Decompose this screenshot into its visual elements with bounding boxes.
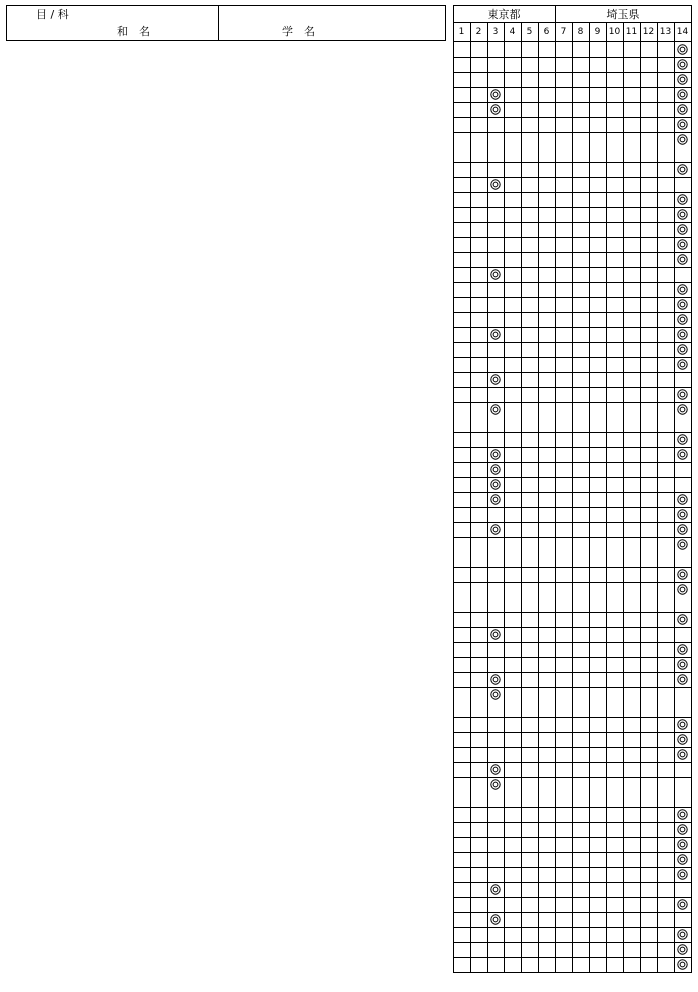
site-column-number: 14 [676,27,689,37]
japanese-name-header: 和 名 [117,25,150,38]
site-column-number: 1 [458,27,465,37]
grid-column-line [640,22,641,973]
site-column-number: 12 [642,27,655,37]
occurrence-mark-icon [677,284,688,295]
occurrence-mark-icon [490,269,501,280]
grid-column-line [606,22,607,973]
occurrence-mark-icon [677,614,688,625]
site-column-number: 2 [475,27,482,37]
occurrence-mark-icon [677,854,688,865]
occurrence-mark-icon [677,539,688,550]
occurrence-mark-icon [677,224,688,235]
site-column-number: 3 [492,27,499,37]
occurrence-mark-icon [490,674,501,685]
occurrence-mark-icon [677,74,688,85]
grid-column-line [538,22,539,973]
site-column-number: 10 [608,27,621,37]
grid-column-line [453,5,454,973]
occurrence-mark-icon [490,629,501,640]
grid-column-line [521,22,522,973]
grid-column-line [657,22,658,973]
occurrence-mark-icon [677,119,688,130]
grid-column-line [470,22,471,973]
grid-column-line [572,22,573,973]
grid-column-line [623,22,624,973]
grid-top-border [453,5,692,6]
occurrence-mark-icon [677,329,688,340]
occurrence-mark-icon [677,389,688,400]
occurrence-mark-icon [677,254,688,265]
occurrence-mark-icon [490,914,501,925]
occurrence-mark-icon [677,134,688,145]
grid-column-line [555,5,556,973]
occurrence-mark-icon [677,89,688,100]
occurrence-mark-icon [677,344,688,355]
occurrence-mark-icon [490,449,501,460]
occurrence-mark-icon [677,314,688,325]
site-column-number: 13 [659,27,672,37]
occurrence-mark-icon [490,479,501,490]
occurrence-mark-icon [677,44,688,55]
occurrence-mark-icon [677,404,688,415]
occurrence-mark-icon [490,524,501,535]
occurrence-mark-icon [490,179,501,190]
occurrence-mark-icon [677,59,688,70]
occurrence-mark-icon [677,749,688,760]
occurrence-mark-icon [677,299,688,310]
occurrence-mark-icon [677,194,688,205]
scientific-name-header: 学 名 [282,25,315,38]
saitama-group-label: 埼玉県 [606,8,640,21]
occurrence-mark-icon [677,164,688,175]
occurrence-mark-icon [677,719,688,730]
site-column-number: 4 [509,27,516,37]
occurrence-mark-icon [677,944,688,955]
occurrence-mark-icon [677,104,688,115]
grid-column-line [504,22,505,973]
occurrence-mark-icon [677,359,688,370]
occurrence-mark-icon [677,509,688,520]
occurrence-mark-icon [677,959,688,970]
occurrence-mark-icon [677,569,688,580]
site-column-number: 8 [577,27,584,37]
occurrence-mark-icon [677,929,688,940]
occurrence-mark-icon [677,524,688,535]
occurrence-mark-icon [677,734,688,745]
occurrence-mark-icon [490,779,501,790]
occurrence-mark-icon [490,329,501,340]
occurrence-mark-icon [490,494,501,505]
occurrence-mark-icon [490,764,501,775]
occurrence-mark-icon [677,644,688,655]
site-column-number: 9 [594,27,601,37]
site-column-number: 11 [625,27,638,37]
occurrence-mark-icon [677,434,688,445]
occurrence-mark-icon [677,839,688,850]
occurrence-mark-icon [490,884,501,895]
occurrence-mark-icon [490,689,501,700]
name-header-box [6,5,446,41]
grid-column-line [691,5,692,973]
occurrence-mark-icon [677,239,688,250]
occurrence-mark-icon [677,584,688,595]
grid-column-line [589,22,590,973]
occurrence-mark-icon [677,824,688,835]
tokyo-group-label: 東京都 [487,8,521,21]
header-divider [218,5,219,41]
occurrence-mark-icon [490,464,501,475]
occurrence-mark-icon [677,494,688,505]
grid-column-line [487,22,488,973]
family-header-label: 目 / 科 [36,8,69,21]
occurrence-mark-icon [490,374,501,385]
occurrence-mark-icon [677,869,688,880]
occurrence-mark-icon [677,899,688,910]
occurrence-mark-icon [490,89,501,100]
occurrence-mark-icon [677,659,688,670]
occurrence-mark-icon [677,674,688,685]
site-column-number: 6 [543,27,550,37]
occurrence-mark-icon [677,209,688,220]
occurrence-mark-icon [490,404,501,415]
occurrence-mark-icon [490,104,501,115]
grid-column-line [674,22,675,973]
occurrence-mark-icon [677,809,688,820]
site-column-number: 5 [526,27,533,37]
site-column-number: 7 [560,27,567,37]
occurrence-mark-icon [677,449,688,460]
